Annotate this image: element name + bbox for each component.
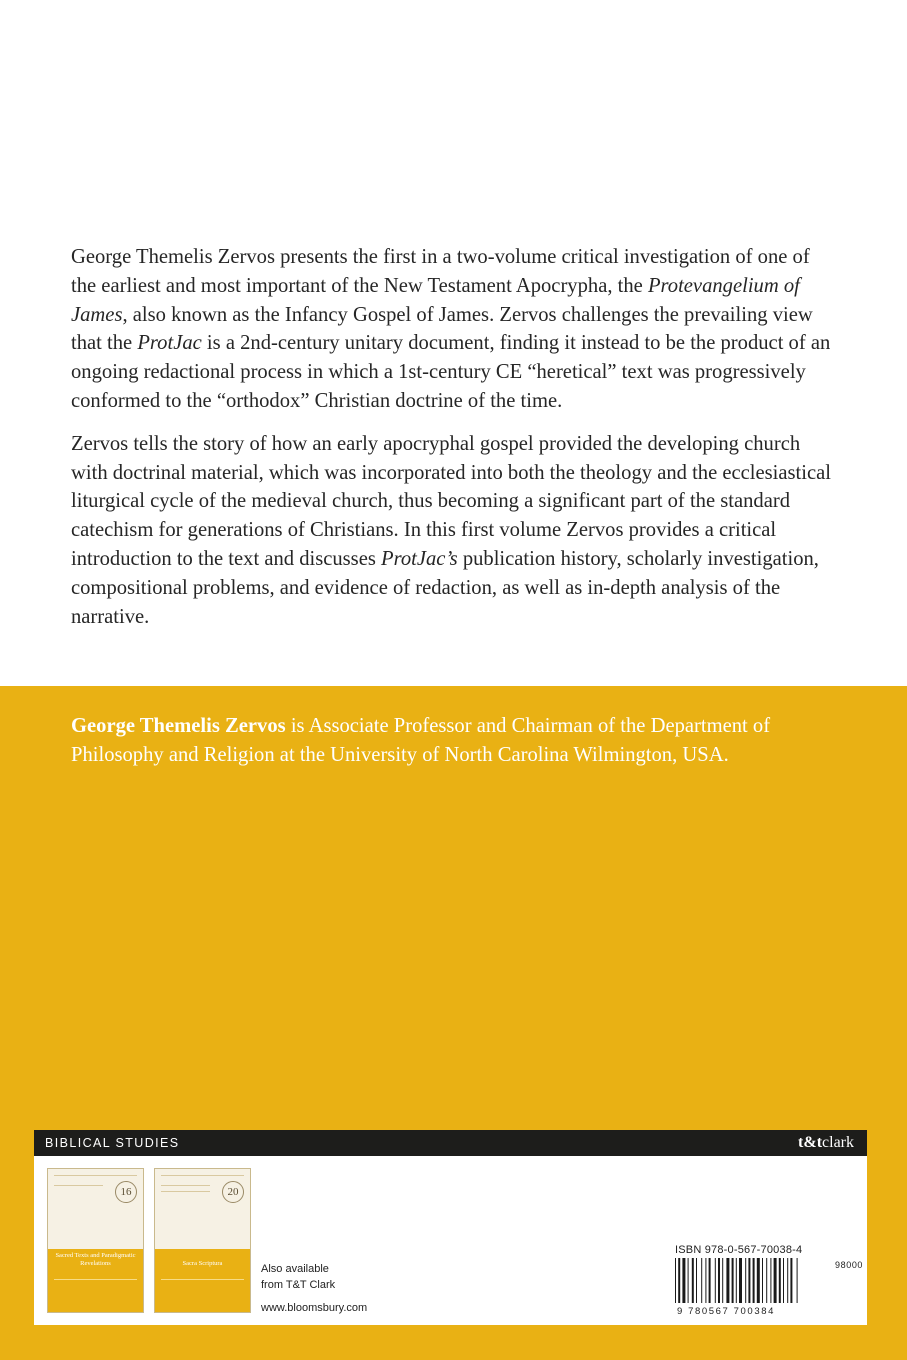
barcode-bar xyxy=(779,1258,781,1303)
barcode-bar xyxy=(701,1258,702,1303)
barcode-bars xyxy=(675,1258,798,1303)
book-title-italic: Protevangelium of James xyxy=(71,274,800,326)
blurb-paragraph-2: Zervos tells the story of how an early apocryphal gospel provided the developing church with doctrinal material, which was incorporated into both the theology and the ecclesiastical liturgical cycle of the medieval church, thus becoming a significant part of the standard catechism for generations of Christians. In this first volume Zervos provides a critical introduction to the text and discusses ProtJac’s publication history, scholarly investigation, compositional problems, and evidence of redaction, as well as in-depth analysis of the narrative. xyxy=(71,432,832,628)
barcode-bar xyxy=(787,1258,788,1303)
series-strip xyxy=(34,1130,867,1156)
barcode-bar xyxy=(757,1258,760,1303)
barcode-bar xyxy=(753,1258,755,1303)
publisher-logo: t&tclark xyxy=(798,1134,854,1151)
isbn-label: ISBN 978-0-567-70038-4 xyxy=(675,1244,803,1256)
series-number-badge: 20 xyxy=(222,1181,244,1203)
barcode-bar xyxy=(739,1258,742,1303)
barcode-bar xyxy=(692,1258,694,1303)
protjac-possessive-italic: ProtJac’s xyxy=(381,547,458,570)
barcode-bar xyxy=(696,1258,697,1303)
barcode-bar xyxy=(732,1258,734,1303)
barcode-bar xyxy=(745,1258,746,1303)
barcode-bar xyxy=(783,1258,784,1303)
barcode-bar xyxy=(705,1258,706,1303)
barcode-digits: 9 780567 700384 xyxy=(677,1306,775,1317)
barcode-bar xyxy=(722,1258,723,1303)
related-book-title: Sacred Texts and Paradigmatic Revelations xyxy=(55,1252,136,1267)
barcode-bar xyxy=(726,1258,729,1303)
also-available-note: Also available from T&T Clark xyxy=(261,1263,336,1291)
protjac-italic: ProtJac xyxy=(137,332,202,355)
barcode-bar xyxy=(715,1258,716,1303)
blurb-paragraph-1: George Themelis Zervos presents the first in a two-volume critical investigation of one of the earliest and most important of the New Testament Apocrypha, the Protevangelium of James, also known as the Infancy Gospel of James. Zervos challenges the prevailing view that the ProtJac is a 2nd-century unitary document, finding it instead to be the product of an ongoing redactional process in which a 1st-century CE “heretical” text was progressively conformed to the “orthodox” Christian doctrine of the time. xyxy=(71,246,831,412)
footer-panel xyxy=(34,1156,867,1325)
barcode-bar xyxy=(709,1258,711,1303)
barcode xyxy=(675,1258,864,1317)
price-code: 98000 xyxy=(835,1260,864,1270)
barcode-bar xyxy=(678,1258,680,1303)
series-label: BIBLICAL STUDIES xyxy=(45,1136,180,1150)
barcode-bar xyxy=(718,1258,720,1303)
barcode-bar xyxy=(762,1258,763,1303)
series-number-badge: 16 xyxy=(115,1181,137,1203)
barcode-bar xyxy=(736,1258,737,1303)
related-book-cover-2 xyxy=(154,1168,251,1313)
author-name: George Themelis Zervos xyxy=(71,715,286,737)
barcode-bar xyxy=(766,1258,767,1303)
publisher-website: www.bloomsbury.com xyxy=(261,1302,368,1314)
barcode-bar xyxy=(688,1258,689,1303)
back-cover-blurb xyxy=(71,243,839,645)
author-bio-text: is Associate Professor and Chairman of the Department of Philosophy and Religion at the University of North Carolina Wilmington, USA. xyxy=(71,715,771,766)
barcode-bar xyxy=(774,1258,777,1303)
barcode-bar xyxy=(797,1258,798,1303)
barcode-bar xyxy=(790,1258,792,1303)
barcode-bar xyxy=(770,1258,771,1303)
related-book-cover-1 xyxy=(47,1168,144,1313)
barcode-bar xyxy=(675,1258,676,1303)
related-book-title: Sacra Scriptura xyxy=(182,1260,223,1267)
barcode-bar xyxy=(748,1258,750,1303)
barcode-bar xyxy=(682,1258,685,1303)
author-bio xyxy=(71,712,861,770)
